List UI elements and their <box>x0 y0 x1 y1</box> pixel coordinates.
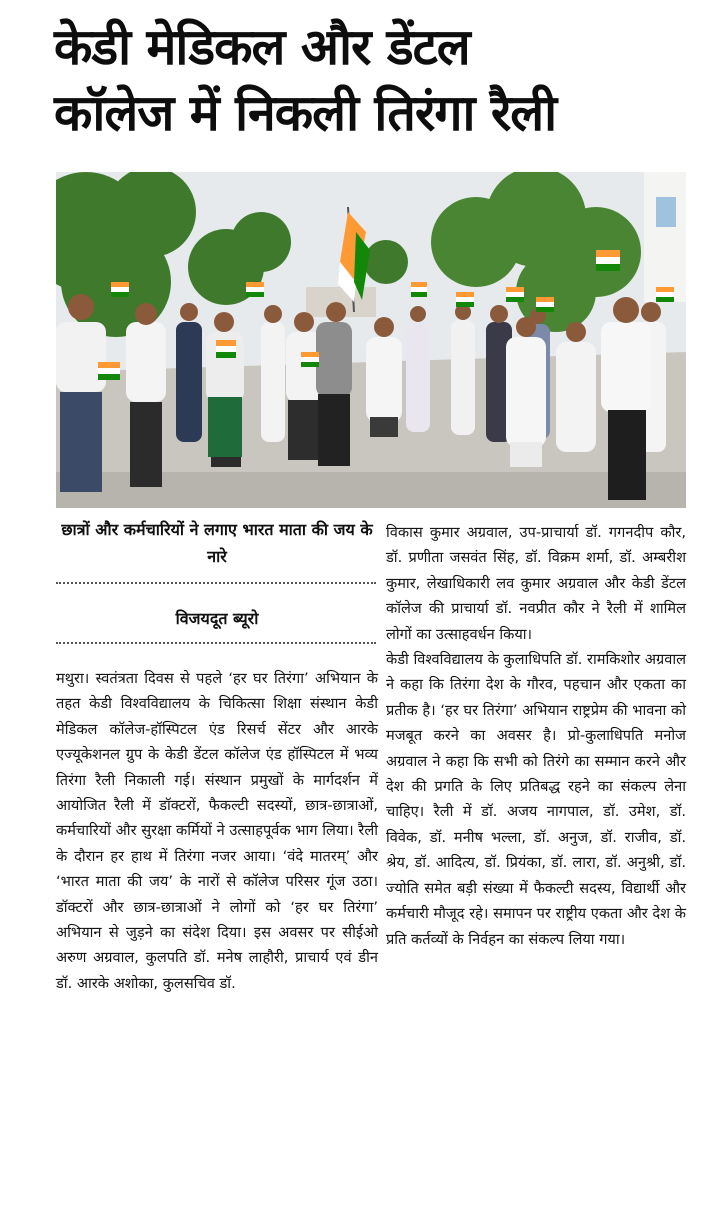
article-paragraph: मथुरा। स्वतंत्रता दिवस से पहले ‘हर घर तिरंगा’ अभियान के तहत केडी विश्वविद्यालय के चिकित्सा शिक्षा संस्थान केडी मेडिकल कॉलेज-हॉस्पिटल एंड रिसर्च सेंटर और आरके एज्यूकेशनल ग्रुप के केडी डेंटल कॉलेज एंड हॉस्पिटल में भव्य तिरंगा रैली निकाली गई। संस्थान प्रमुखों के मार्गदर्शन में आयोजित रैली में डॉक्टरों, फैकल्टी सदस्यों, छात्र-छात्राओं, कर्मचारियों और सुरक्षा कर्मियों ने उत्साहपूर्वक भाग लिया। रैली के दौरान हर हाथ में तिरंगा नजर आया। ‘वंदे मातरम्’ और ‘भारत माता की जय’ के नारों से कॉलेज परिसर गूंज उठा। डॉक्टरों और छात्र-छात्राओं ने लोगों को ‘हर घर तिरंगा’ अभियान से जुड़ने का संदेश दिया। इस अवसर पर सीईओ अरुण अग्रवाल, कुलपति डॉ. मनेष लाहौरी, प्राचार्य एवं डीन डॉ. आरके अशोका, कुलसचिव डॉ. <box>56 670 378 992</box>
article-column-left <box>56 666 378 996</box>
article-column-right <box>386 520 686 952</box>
sub-headline: छात्रों और कर्मचारियों ने लगाए भारत माता की जय के नारे <box>61 520 373 566</box>
headline <box>54 14 694 146</box>
headline-line-1: केडी मेडिकल और डेंटल <box>54 18 470 76</box>
divider-bottom <box>56 642 376 644</box>
headline-line-2: कॉलेज में निकली तिरंगा रैली <box>54 84 557 142</box>
article-paragraph: केडी विश्वविद्यालय के कुलाधिपति डॉ. रामकिशोर अग्रवाल ने कहा कि तिरंगा देश के गौरव, पहचान और एकता का प्रतीक है। ‘हर घर तिरंगा’ अभियान राष्ट्रप्रेम की भावना को मजबूत करने का अवसर है। प्रो-कुलाधिपति मनोज अग्रवाल ने कहा कि सभी को तिरंगे का सम्मान करने और देश की प्रगति के लिए प्रतिबद्ध रहने का संकल्प लेना चाहिए। रैली में डॉ. अजय नागपाल, डॉ. उमेश, डॉ. विवेक, डॉ. मनीष भल्ला, डॉ. अनुज, डॉ. राजीव, डॉ. श्रेय, डॉ. आदित्य, डॉ. प्रियंका, डॉ. लारा, डॉ. अनुश्री, डॉ. ज्योति समेत बड़ी संख्या में फैकल्टी सदस्य, विद्यार्थी और कर्मचारी मौजूद रहे। समापन पर राष्ट्रीय एकता और देश के प्रति कर्तव्यों के निर्वहन का संकल्प लिया गया। <box>386 651 686 948</box>
byline: विजयदूत ब्यूरो <box>175 609 259 628</box>
divider-top <box>56 582 376 584</box>
article-paragraph: विकास कुमार अग्रवाल, उप-प्राचार्या डॉ. गगनदीप कौर, डॉ. प्रणीता जसवंत सिंह, डॉ. विक्रम शर्मा, डॉ. अम्बरीश कुमार, लेखाधिकारी लव कुमार अग्रवाल और केडी डेंटल कॉलेज की प्राचार्या डॉ. नवप्रीत कौर ने रैली में शामिल लोगों का उत्साहवर्धन किया। <box>386 524 686 643</box>
rally-photo <box>56 172 686 508</box>
